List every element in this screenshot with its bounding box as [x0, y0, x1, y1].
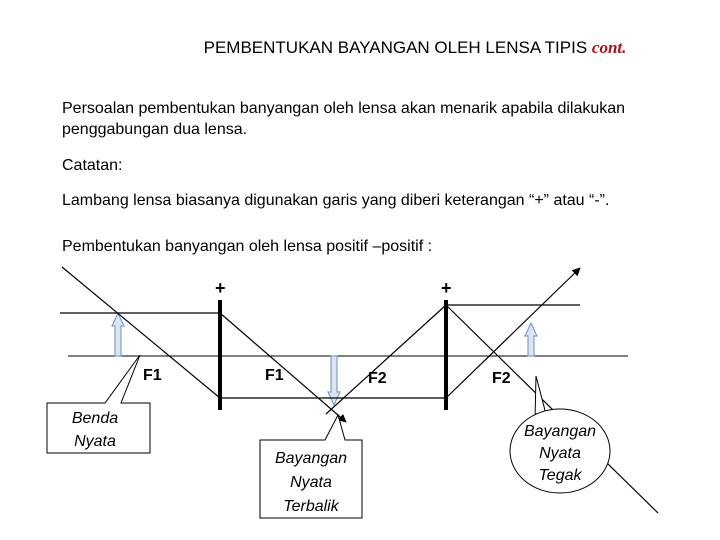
image1-callout-line1: Bayangan [274, 450, 348, 467]
focal-label-f1-left: F1 [143, 367, 162, 384]
image1-callout-line2: Nyata [290, 474, 332, 491]
final-image-arrow [525, 323, 537, 356]
diagram-subheading: Pembentukan banyangan oleh lensa positif –positif : [62, 238, 433, 255]
image2-callout-line2: Nyata [539, 445, 581, 462]
focal-label-f2-left: F2 [368, 370, 387, 387]
image2-callout [510, 376, 610, 493]
image1-callout-line3: Terbalik [283, 498, 339, 515]
image1-callout [260, 415, 362, 518]
focal-label-f2-right: F2 [492, 370, 511, 387]
lens-1-sign: + [215, 278, 226, 298]
ray-lens-2-to-image [446, 268, 580, 398]
object-callout-line2: Nyata [74, 433, 116, 450]
ray-through-focus [62, 267, 220, 398]
image2-callout-line1: Bayangan [523, 423, 597, 440]
intro-paragraph: Persoalan pembentukan banyangan oleh lensa akan menarik apabila dilakukan penggabungan dua lensa. [62, 100, 626, 138]
note-text: Lambang lensa biasanya digunakan garis yang diberi keterangan “+” atau “-”. [62, 192, 610, 209]
object-callout-line1: Benda [71, 410, 119, 427]
object-callout [47, 355, 150, 453]
image2-callout-line3: Tegak [538, 467, 582, 484]
title-suffix: cont. [591, 38, 627, 57]
title-main: PEMBENTUKAN BAYANGAN OLEH LENSA TIPIS [203, 38, 588, 57]
note-heading: Catatan: [62, 157, 123, 174]
object-arrow [112, 313, 124, 356]
focal-label-f1-right: F1 [265, 367, 284, 384]
lens-2-sign: + [441, 278, 452, 298]
